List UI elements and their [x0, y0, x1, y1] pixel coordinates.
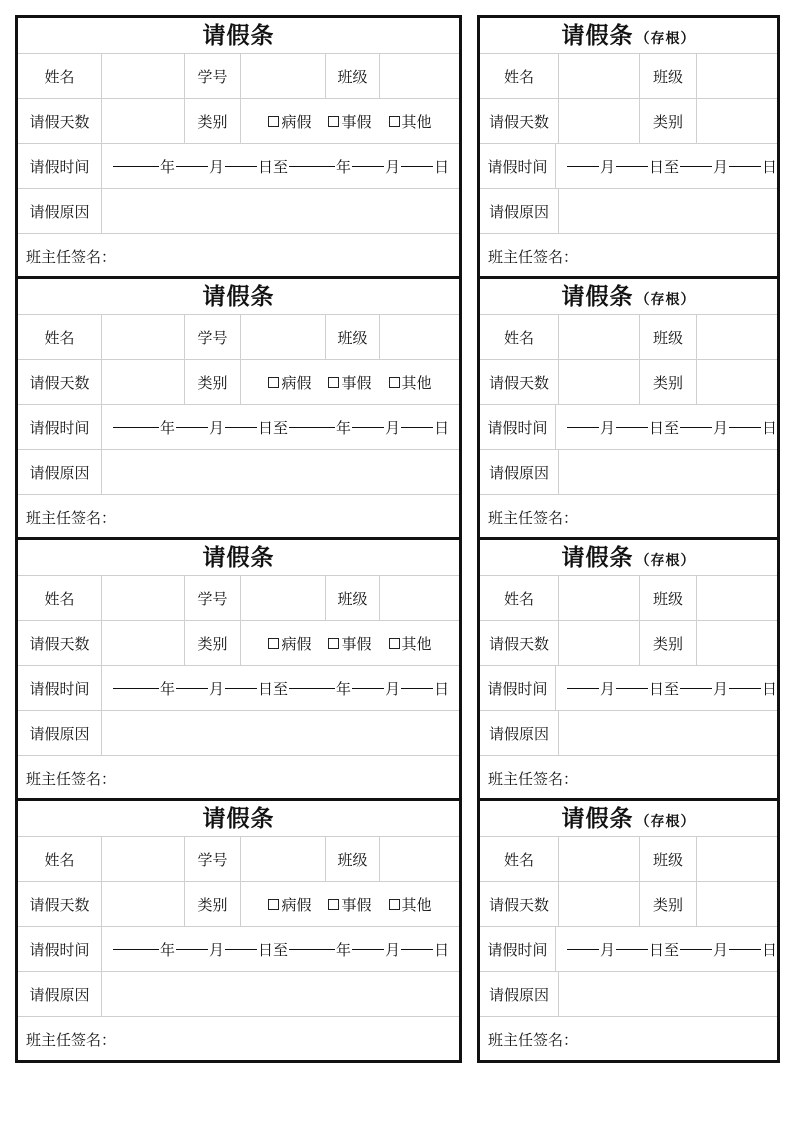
- start-month-blank[interactable]: [567, 165, 599, 167]
- name-field[interactable]: [559, 837, 640, 881]
- end-day-blank[interactable]: [729, 687, 761, 689]
- row-reason: [480, 450, 777, 495]
- class-label: 班级: [640, 315, 697, 359]
- name-field[interactable]: [102, 576, 185, 620]
- date-range: 月 日至 月 日: [556, 666, 777, 710]
- row-time: [480, 927, 777, 972]
- days-field[interactable]: [559, 882, 640, 926]
- start-year-blank[interactable]: [113, 948, 159, 950]
- class-field[interactable]: [380, 837, 459, 881]
- time-label: 请假时间: [480, 144, 556, 188]
- row-signature: [18, 756, 459, 801]
- end-day-blank[interactable]: [401, 165, 433, 167]
- row-days: [480, 621, 777, 666]
- time-label: 请假时间: [480, 405, 556, 449]
- stub-title-suffix: （存根）: [635, 292, 696, 308]
- type-field[interactable]: [697, 621, 777, 665]
- date-range: 年 月 日至 年 月 日: [102, 927, 459, 971]
- end-month-blank[interactable]: [352, 165, 384, 167]
- row-signature: [18, 1017, 459, 1062]
- other-leave-checkbox[interactable]: 其他: [389, 633, 432, 654]
- type-options: [241, 360, 459, 404]
- end-month-blank[interactable]: [680, 687, 712, 689]
- row-days: [480, 99, 777, 144]
- teacher-signature[interactable]: 班主任签名：: [26, 1031, 117, 1049]
- row-signature: [480, 756, 777, 801]
- reason-field[interactable]: [102, 189, 459, 233]
- name-label: 姓名: [480, 837, 559, 881]
- start-day-blank[interactable]: [616, 687, 648, 689]
- start-year-blank[interactable]: [113, 165, 159, 167]
- end-month-blank[interactable]: [352, 426, 384, 428]
- row-reason: [480, 189, 777, 234]
- start-year-blank[interactable]: [113, 426, 159, 428]
- name-label: 姓名: [18, 837, 102, 881]
- name-label: 姓名: [480, 576, 559, 620]
- start-day-blank[interactable]: [225, 948, 257, 950]
- days-field[interactable]: [102, 621, 185, 665]
- sick-leave-checkbox[interactable]: 病假: [268, 894, 311, 915]
- start-month-blank[interactable]: [176, 687, 208, 689]
- stub-title-suffix: （存根）: [635, 814, 696, 830]
- start-month-blank[interactable]: [567, 426, 599, 428]
- reason-label: 请假原因: [18, 450, 102, 494]
- other-leave-checkbox[interactable]: 其他: [389, 111, 432, 132]
- row-signature: [480, 1017, 777, 1062]
- slip-title: 请假条: [18, 801, 459, 837]
- reason-field[interactable]: [102, 711, 459, 755]
- class-field[interactable]: [697, 837, 777, 881]
- leave-slip-stub: [477, 537, 780, 801]
- type-label: 类别: [185, 360, 241, 404]
- type-label: 类别: [185, 882, 241, 926]
- reason-label: 请假原因: [18, 972, 102, 1016]
- personal-leave-checkbox[interactable]: 事假: [328, 372, 371, 393]
- student-id-field[interactable]: [241, 576, 326, 620]
- start-day-blank[interactable]: [616, 426, 648, 428]
- leave-slip: [15, 537, 462, 801]
- sick-leave-checkbox[interactable]: 病假: [268, 111, 311, 132]
- days-field[interactable]: [559, 99, 640, 143]
- start-month-blank[interactable]: [176, 165, 208, 167]
- date-range: 年 月 日至 年 月 日: [102, 144, 459, 188]
- sick-leave-checkbox[interactable]: 病假: [268, 633, 311, 654]
- end-year-blank[interactable]: [289, 426, 335, 428]
- student-id-field[interactable]: [241, 315, 326, 359]
- name-field[interactable]: [559, 54, 640, 98]
- stub-title-suffix: （存根）: [635, 553, 696, 569]
- leave-slip-stub: [477, 15, 780, 279]
- start-day-blank[interactable]: [225, 165, 257, 167]
- start-month-blank[interactable]: [567, 948, 599, 950]
- type-label: 类别: [640, 360, 697, 404]
- time-label: 请假时间: [480, 666, 556, 710]
- leave-slip: [15, 276, 462, 540]
- end-month-blank[interactable]: [680, 165, 712, 167]
- checkbox-icon: [268, 377, 279, 388]
- type-label: 类别: [185, 621, 241, 665]
- class-label: 班级: [640, 576, 697, 620]
- class-label: 班级: [326, 315, 380, 359]
- leave-slip: [15, 798, 462, 1063]
- type-options: [241, 882, 459, 926]
- type-label: 类别: [185, 99, 241, 143]
- checkbox-icon: [328, 638, 339, 649]
- class-field[interactable]: [380, 576, 459, 620]
- class-label: 班级: [326, 576, 380, 620]
- end-month-blank[interactable]: [352, 948, 384, 950]
- time-label: 请假时间: [18, 927, 102, 971]
- name-label: 姓名: [18, 576, 102, 620]
- date-range: 年 月 日至 年 月 日: [102, 405, 459, 449]
- row-name: [18, 315, 459, 360]
- type-options: [241, 99, 459, 143]
- student-id-label: 学号: [185, 54, 241, 98]
- checkbox-icon: [268, 116, 279, 127]
- row-time: [18, 405, 459, 450]
- teacher-signature[interactable]: 班主任签名：: [488, 770, 579, 788]
- days-label: 请假天数: [18, 99, 102, 143]
- checkbox-icon: [328, 899, 339, 910]
- type-label: 类别: [640, 99, 697, 143]
- reason-field[interactable]: [559, 189, 777, 233]
- type-field[interactable]: [697, 360, 777, 404]
- end-month-blank[interactable]: [680, 426, 712, 428]
- days-field[interactable]: [102, 882, 185, 926]
- row-days: [18, 621, 459, 666]
- name-label: 姓名: [480, 315, 559, 359]
- reason-field[interactable]: [559, 711, 777, 755]
- date-range: 月 日至 月 日: [556, 927, 777, 971]
- row-signature: [18, 495, 459, 540]
- row-signature: [18, 234, 459, 279]
- end-day-blank[interactable]: [729, 165, 761, 167]
- row-time: [480, 405, 777, 450]
- days-label: 请假天数: [18, 360, 102, 404]
- personal-leave-checkbox[interactable]: 事假: [328, 111, 371, 132]
- row-name: [480, 54, 777, 99]
- days-label: 请假天数: [480, 99, 559, 143]
- slip-title: 请假条: [18, 18, 459, 54]
- checkbox-icon: [268, 899, 279, 910]
- row-time: [480, 666, 777, 711]
- other-leave-checkbox[interactable]: 其他: [389, 894, 432, 915]
- class-label: 班级: [640, 54, 697, 98]
- leave-slip-stub: [477, 798, 780, 1063]
- student-id-label: 学号: [185, 576, 241, 620]
- type-label: 类别: [640, 621, 697, 665]
- teacher-signature[interactable]: 班主任签名：: [26, 770, 117, 788]
- reason-field[interactable]: [559, 972, 777, 1016]
- student-id-label: 学号: [185, 315, 241, 359]
- end-year-blank[interactable]: [289, 165, 335, 167]
- row-name: [480, 576, 777, 621]
- end-year-blank[interactable]: [289, 687, 335, 689]
- slip-title: 请假条: [18, 279, 459, 315]
- row-days: [18, 882, 459, 927]
- date-range: 月 日至 月 日: [556, 405, 777, 449]
- class-field[interactable]: [697, 54, 777, 98]
- row-name: [480, 315, 777, 360]
- row-reason: [480, 711, 777, 756]
- teacher-signature[interactable]: 班主任签名：: [488, 1031, 579, 1049]
- reason-field[interactable]: [559, 450, 777, 494]
- row-name: [18, 576, 459, 621]
- checkbox-icon: [389, 899, 400, 910]
- row-time: [18, 144, 459, 189]
- type-options: [241, 621, 459, 665]
- stub-title: 请假条 （存根）: [480, 18, 777, 54]
- reason-label: 请假原因: [18, 189, 102, 233]
- name-label: 姓名: [480, 54, 559, 98]
- leave-slip: [15, 15, 462, 279]
- type-field[interactable]: [697, 882, 777, 926]
- start-month-blank[interactable]: [567, 687, 599, 689]
- checkbox-icon: [389, 638, 400, 649]
- row-signature: [480, 495, 777, 540]
- reason-label: 请假原因: [480, 189, 559, 233]
- row-time: [18, 927, 459, 972]
- row-time: [480, 144, 777, 189]
- class-label: 班级: [326, 837, 380, 881]
- slip-title: 请假条: [18, 540, 459, 576]
- type-label: 类别: [640, 882, 697, 926]
- days-label: 请假天数: [480, 882, 559, 926]
- class-field[interactable]: [697, 576, 777, 620]
- name-field[interactable]: [559, 315, 640, 359]
- row-days: [18, 99, 459, 144]
- name-label: 姓名: [18, 315, 102, 359]
- row-days: [18, 360, 459, 405]
- start-month-blank[interactable]: [176, 948, 208, 950]
- row-reason: [18, 972, 459, 1017]
- other-leave-checkbox[interactable]: 其他: [389, 372, 432, 393]
- sick-leave-checkbox[interactable]: 病假: [268, 372, 311, 393]
- row-name: [480, 837, 777, 882]
- row-reason: [18, 189, 459, 234]
- row-time: [18, 666, 459, 711]
- end-day-blank[interactable]: [401, 426, 433, 428]
- end-day-blank[interactable]: [401, 687, 433, 689]
- checkbox-icon: [389, 377, 400, 388]
- student-id-field[interactable]: [241, 54, 326, 98]
- class-label: 班级: [326, 54, 380, 98]
- reason-field[interactable]: [102, 450, 459, 494]
- leave-slip-stub: [477, 276, 780, 540]
- type-field[interactable]: [697, 99, 777, 143]
- time-label: 请假时间: [18, 405, 102, 449]
- row-days: [480, 882, 777, 927]
- personal-leave-checkbox[interactable]: 事假: [328, 894, 371, 915]
- start-day-blank[interactable]: [616, 948, 648, 950]
- time-label: 请假时间: [480, 927, 556, 971]
- row-name: [18, 54, 459, 99]
- days-field[interactable]: [102, 360, 185, 404]
- date-range: 月 日至 月 日: [556, 144, 777, 188]
- student-id-field[interactable]: [241, 837, 326, 881]
- end-day-blank[interactable]: [729, 948, 761, 950]
- start-day-blank[interactable]: [616, 165, 648, 167]
- end-month-blank[interactable]: [352, 687, 384, 689]
- reason-label: 请假原因: [480, 972, 559, 1016]
- time-label: 请假时间: [18, 144, 102, 188]
- days-label: 请假天数: [18, 882, 102, 926]
- end-day-blank[interactable]: [401, 948, 433, 950]
- date-range: 年 月 日至 年 月 日: [102, 666, 459, 710]
- class-label: 班级: [640, 837, 697, 881]
- teacher-signature[interactable]: 班主任签名：: [488, 248, 579, 266]
- name-field[interactable]: [102, 837, 185, 881]
- row-reason: [480, 972, 777, 1017]
- row-reason: [18, 450, 459, 495]
- row-reason: [18, 711, 459, 756]
- checkbox-icon: [389, 116, 400, 127]
- row-name: [18, 837, 459, 882]
- time-label: 请假时间: [18, 666, 102, 710]
- days-label: 请假天数: [18, 621, 102, 665]
- days-label: 请假天数: [480, 621, 559, 665]
- name-field[interactable]: [559, 576, 640, 620]
- class-field[interactable]: [380, 315, 459, 359]
- class-field[interactable]: [697, 315, 777, 359]
- days-field[interactable]: [102, 99, 185, 143]
- student-id-label: 学号: [185, 837, 241, 881]
- teacher-signature[interactable]: 班主任签名：: [26, 248, 117, 266]
- days-field[interactable]: [559, 621, 640, 665]
- end-year-blank[interactable]: [289, 948, 335, 950]
- end-day-blank[interactable]: [729, 426, 761, 428]
- start-month-blank[interactable]: [176, 426, 208, 428]
- checkbox-icon: [328, 377, 339, 388]
- personal-leave-checkbox[interactable]: 事假: [328, 633, 371, 654]
- name-field[interactable]: [102, 315, 185, 359]
- start-year-blank[interactable]: [113, 687, 159, 689]
- end-month-blank[interactable]: [680, 948, 712, 950]
- days-label: 请假天数: [480, 360, 559, 404]
- stub-title: 请假条 （存根）: [480, 279, 777, 315]
- checkbox-icon: [268, 638, 279, 649]
- reason-field[interactable]: [102, 972, 459, 1016]
- name-label: 姓名: [18, 54, 102, 98]
- teacher-signature[interactable]: 班主任签名：: [26, 509, 117, 527]
- teacher-signature[interactable]: 班主任签名：: [488, 509, 579, 527]
- days-field[interactable]: [559, 360, 640, 404]
- stub-title-suffix: （存根）: [635, 31, 696, 47]
- name-field[interactable]: [102, 54, 185, 98]
- row-signature: [480, 234, 777, 279]
- start-day-blank[interactable]: [225, 426, 257, 428]
- class-field[interactable]: [380, 54, 459, 98]
- reason-label: 请假原因: [480, 711, 559, 755]
- reason-label: 请假原因: [18, 711, 102, 755]
- checkbox-icon: [328, 116, 339, 127]
- row-days: [480, 360, 777, 405]
- stub-title: 请假条 （存根）: [480, 801, 777, 837]
- stub-title: 请假条 （存根）: [480, 540, 777, 576]
- reason-label: 请假原因: [480, 450, 559, 494]
- start-day-blank[interactable]: [225, 687, 257, 689]
